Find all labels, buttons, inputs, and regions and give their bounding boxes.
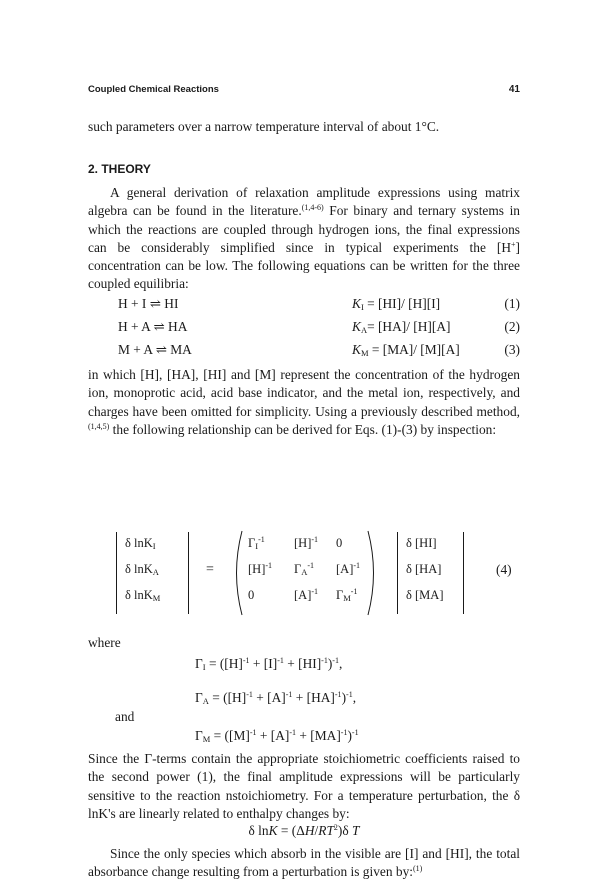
running-title: Coupled Chemical Reactions	[88, 84, 219, 95]
equation-1: H + I ⇌ HI $K_I = [HI]/$ [H][I] (1)	[118, 296, 520, 312]
rhs-entry: δ [HI]	[406, 536, 437, 550]
paragraph-gamma-terms: Since the Γ-terms contain the appropriate stoichiometric coefficients raised to the second power (1), the final amplitude expressions will be particularly sensitive to the reaction nstoichiometry. For a temperature perturbation, the δ lnK's are linearly related to enthalpy changes by:	[88, 751, 520, 821]
lhs-entry: δ lnK$_M$	[125, 588, 161, 603]
matrix-cell: 0	[248, 588, 255, 602]
citation: (1,4-6)	[301, 203, 324, 213]
matrix-cell: $\Gamma_I^{-1}$	[248, 535, 265, 551]
left-vector-bar	[116, 532, 117, 614]
paragraph-absorbance: Since the only species which absorb in the visible are [I] and [HI], the total absorbance change resulting from a perturbation is given by:$^{(1)}$	[88, 846, 520, 880]
lhs-entry: δ lnK$_I$	[125, 536, 156, 551]
paragraph-theory-intro: A general derivation of relaxation amplitude expressions using matrix algebra can be found in the literature.$^{(1,4-6)}$ For binary and ternary systems in which the reactions are coupled through hydrogen ions, the final expressions can be considerably simplified since in typical experiments the [H+] concentration can be low. The following equations can be written for the three coupled equilibria:	[88, 185, 520, 292]
matrix-cell: 0	[336, 536, 343, 550]
rhs-entry: δ [MA]	[406, 588, 444, 602]
gamma-M-definition: $\Gamma_M = ([M]^{-1} + [A]^{-1} + [MA]^{-1})^{-1}$	[195, 728, 359, 744]
lhs-entry: δ lnK$_A$	[125, 562, 159, 577]
right-vector-bar	[463, 532, 464, 614]
left-vector-bar	[188, 532, 189, 614]
equation-number: (4)	[496, 562, 512, 577]
matrix-cell: $[A]^{-1}$	[294, 587, 319, 602]
paragraph-definitions: in which [H], [HA], [HI] and [M] represent the concentration of the hydrogen ion, monoprotic acid, acid base indicator, and the metal ion, respectively, and charges have been omitted for simplicity. Using a previously described method,$^{(1,4,5)}$ the following relationship can be derived for Eqs. (1)-(3) by inspection:	[88, 367, 520, 437]
matrix-cell: $[A]^{-1}$	[336, 561, 361, 576]
equation-2: H + A ⇌ HA $K_A= [HA]/$ [H][A] (2)	[118, 319, 520, 335]
section-heading: 2. THEORY	[88, 162, 151, 176]
running-header	[88, 84, 520, 95]
matrix-cell: $[H]^{-1}$	[294, 535, 319, 550]
equation-number: (2)	[504, 319, 520, 334]
matrix-cell: $\Gamma_M^{-1}$	[336, 587, 358, 603]
matrix-equation-4	[88, 528, 520, 618]
gamma-A-definition: $\Gamma_A = ([H]^{-1} + [A]^{-1} + [HA]^{-1})^{-1}$,	[195, 690, 357, 706]
gamma-I-definition: $\Gamma_I = ([H]^{-1} + [I]^{-1} + [HI]^{-1})^{-1}$,	[195, 656, 343, 672]
citation: (1)	[413, 864, 423, 874]
left-paren	[228, 528, 244, 618]
equation-number: (3)	[504, 342, 520, 357]
rhs-entry: δ [HA]	[406, 562, 442, 576]
equation-3: M + A ⇌ MA $K_M = [MA]/$ [M][A] (3)	[118, 342, 520, 358]
right-vector-bar	[397, 532, 398, 614]
where-label: where	[88, 635, 121, 650]
citation: (1,4,5)	[88, 421, 110, 431]
matrix-cell: $[H]^{-1}$	[248, 561, 273, 576]
equals-sign: =	[206, 562, 214, 577]
intro-line: such parameters over a narrow temperature interval of about 1°C.	[88, 119, 440, 134]
enthalpy-equation: δ $\ln K = (\Delta H/RT^2)\delta$ T	[248, 823, 360, 838]
matrix-cell: $\Gamma_A^{-1}$	[294, 561, 315, 577]
page-number: 41	[508, 84, 520, 95]
right-paren	[366, 528, 382, 618]
equation-number: (1)	[504, 296, 520, 311]
and-label: and	[115, 709, 135, 724]
